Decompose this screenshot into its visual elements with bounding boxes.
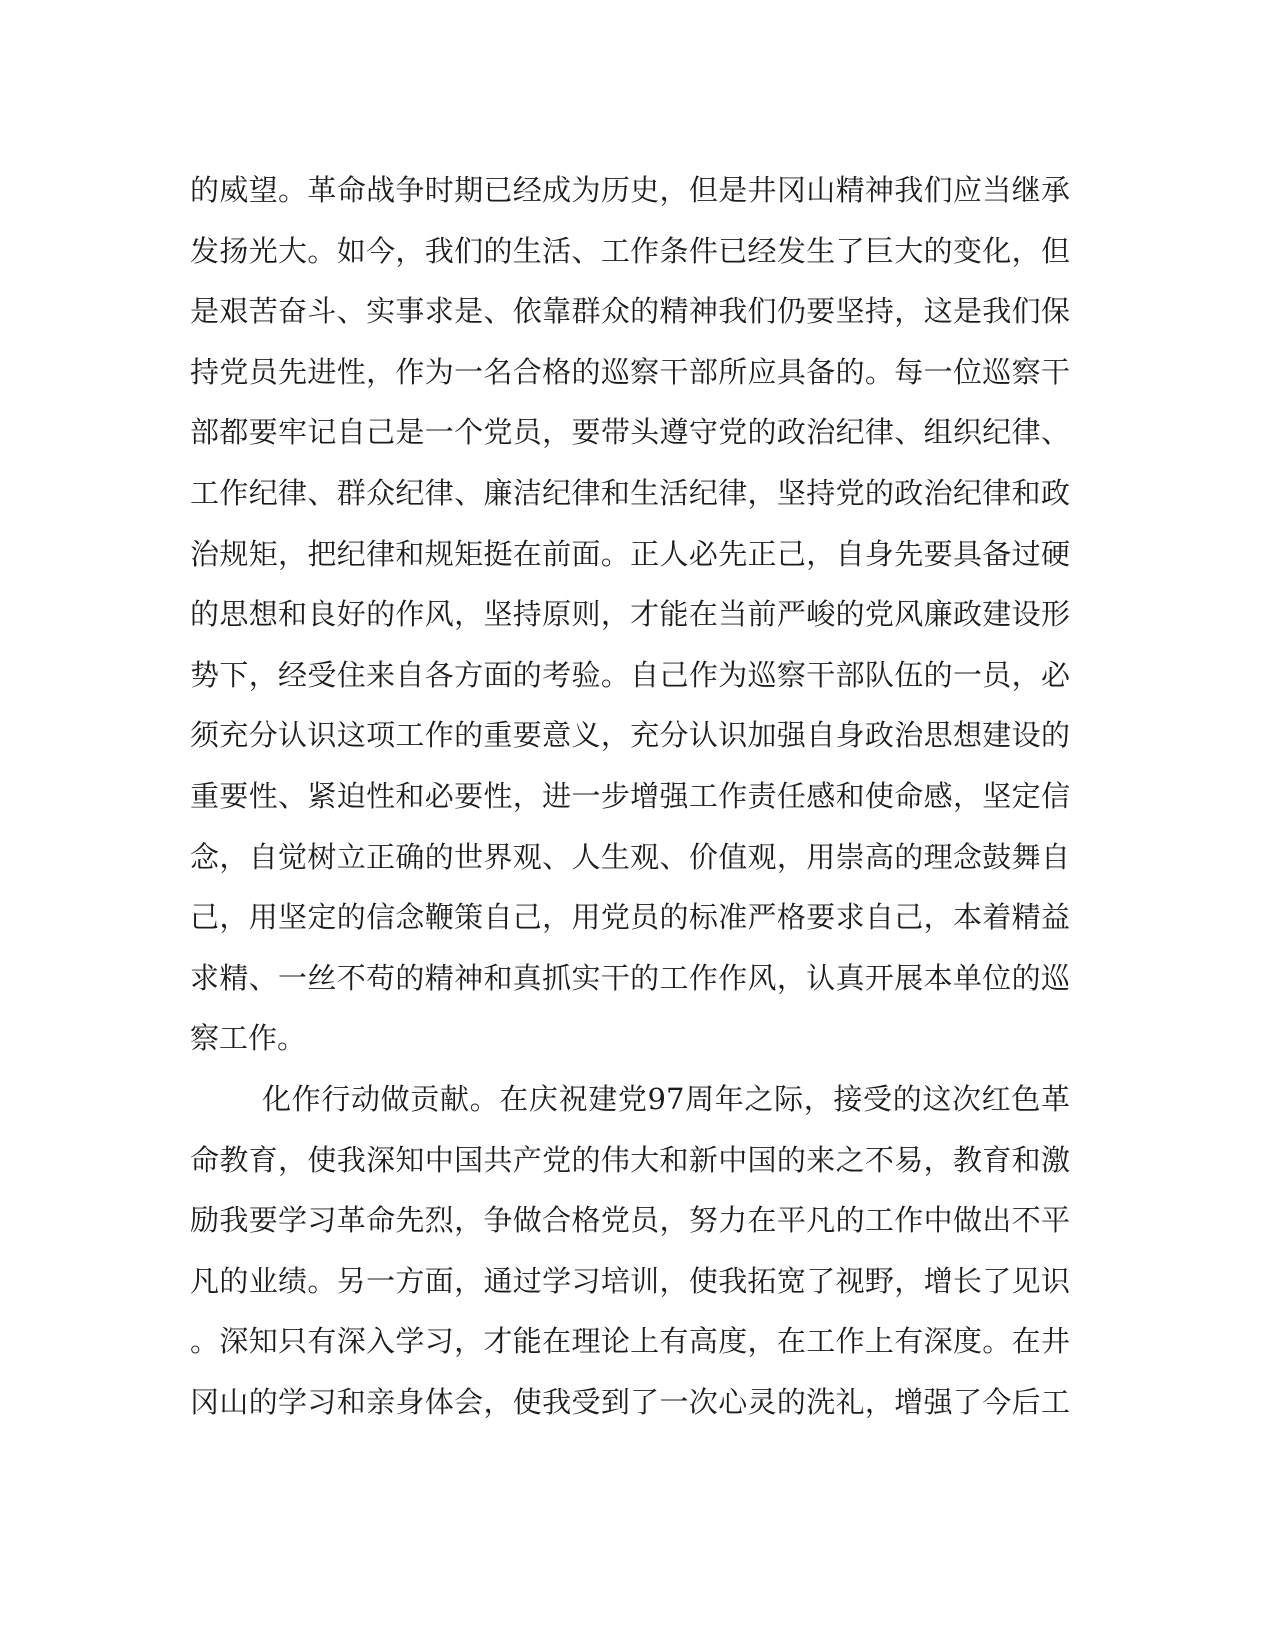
paragraph-line: 工作纪律、群众纪律、廉洁纪律和生活纪律，坚持党的政治纪律和政 bbox=[190, 475, 1070, 510]
paragraph-line: 求精、一丝不苟的精神和真抓实干的工作作风，认真开展本单位的巡 bbox=[190, 960, 1070, 995]
document-body bbox=[190, 160, 1070, 1432]
paragraph-line: 察工作。 bbox=[190, 1021, 307, 1056]
paragraph-line: 凡的业绩。另一方面，通过学习培训，使我拓宽了视野，增长了见识 bbox=[190, 1263, 1070, 1298]
paragraph-2 bbox=[190, 1069, 1070, 1433]
paragraph-line: 念，自觉树立正确的世界观、人生观、价值观，用崇高的理念鼓舞自 bbox=[190, 839, 1070, 874]
paragraph-line: 重要性、紧迫性和必要性，进一步增强工作责任感和使命感，坚定信 bbox=[190, 778, 1070, 813]
paragraph-1 bbox=[190, 160, 1070, 1069]
paragraph-line: 发扬光大。如今，我们的生活、工作条件已经发生了巨大的变化，但 bbox=[190, 233, 1070, 268]
paragraph-line: 的威望。革命战争时期已经成为历史，但是井冈山精神我们应当继承 bbox=[190, 173, 1070, 207]
paragraph-line: 治规矩，把纪律和规矩挺在前面。正人必先正己，自身先要具备过硬 bbox=[190, 536, 1070, 571]
paragraph-line: 励我要学习革命先烈，争做合格党员，努力在平凡的工作中做出不平 bbox=[190, 1203, 1070, 1238]
paragraph-line: 持党员先进性，作为一名合格的巡察干部所应具备的。每一位巡察干 bbox=[190, 354, 1070, 389]
paragraph-line: 是艰苦奋斗、实事求是、依靠群众的精神我们仍要坚持，这是我们保 bbox=[190, 294, 1070, 329]
paragraph-line: 须充分认识这项工作的重要意义，充分认识加强自身政治思想建设的 bbox=[190, 718, 1070, 753]
paragraph-line: 己，用坚定的信念鞭策自己，用党员的标准严格要求自己，本着精益 bbox=[190, 900, 1070, 935]
paragraph-line: 化作行动做贡献。在庆祝建党97周年之际，接受的这次红色革 bbox=[262, 1081, 1070, 1116]
paragraph-line: 部都要牢记自己是一个党员，要带头遵守党的政治纪律、组织纪律、 bbox=[190, 415, 1070, 450]
paragraph-line: 的思想和良好的作风，坚持原则，才能在当前严峻的党风廉政建设形 bbox=[190, 597, 1070, 632]
paragraph-line: 。深知只有深入学习，才能在理论上有高度，在工作上有深度。在井 bbox=[190, 1324, 1070, 1359]
paragraph-line: 命教育，使我深知中国共产党的伟大和新中国的来之不易，教育和激 bbox=[190, 1142, 1070, 1177]
paragraph-line: 冈山的学习和亲身体会，使我受到了一次心灵的洗礼，增强了今后工 bbox=[190, 1384, 1070, 1419]
paragraph-line: 势下，经受住来自各方面的考验。自己作为巡察干部队伍的一员，必 bbox=[190, 657, 1070, 692]
